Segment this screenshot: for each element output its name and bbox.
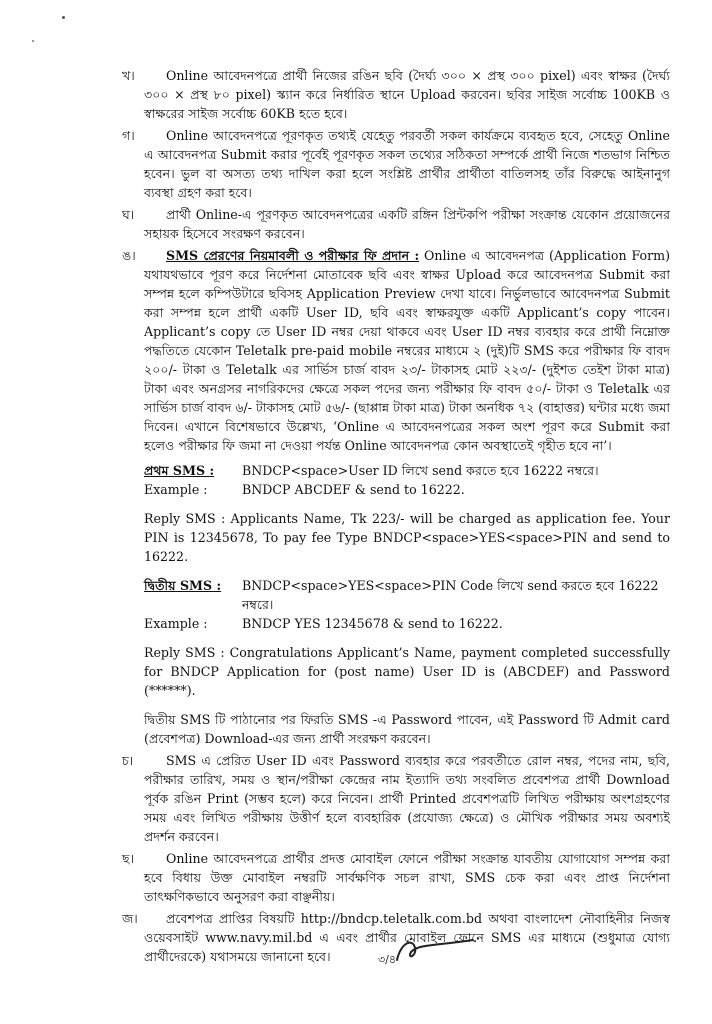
scan-speck xyxy=(32,40,34,42)
first-reply-sms: Reply SMS : Applicants Name, Tk 223/- will be charged as application fee. Your PIN is 12345678, To pay fee Type BNDCP<space>YES<space>PIN and send to 16222. xyxy=(144,511,670,564)
first-sms-label: প্রথম SMS : xyxy=(144,463,215,478)
second-sms-label: দ্বিতীয় SMS : xyxy=(144,578,222,593)
second-example-row xyxy=(144,614,670,633)
paragraph-text: প্রার্থী Online-এ পূরণকৃত আবেদনপত্রের একটি রঙ্গিন প্রিন্টকপি পরীক্ষা সংক্রান্ত যেকোন প্রয়োজনের সহায়ক হিসেবে সংরক্ষণ করবেন। xyxy=(144,207,670,241)
paragraph-number: ঘ। xyxy=(122,207,135,222)
sms-rules-title: SMS প্রেরণের নিয়মাবলী ও পরীক্ষার ফি প্রদান : xyxy=(166,248,420,263)
example-text: BNDCP ABCDEF & send to 16222. xyxy=(242,482,465,497)
paragraph-gha xyxy=(122,205,670,243)
paragraph-uma xyxy=(122,246,670,455)
signature-icon xyxy=(393,930,477,970)
scan-speck xyxy=(62,16,65,19)
paragraph-number: জ। xyxy=(122,911,138,926)
second-sms-row xyxy=(144,576,670,614)
example-label: Example : xyxy=(144,616,208,631)
second-sms-text: BNDCP<space>YES<space>PIN Code লিখে send করতে হবে 16222 নম্বরে। xyxy=(242,578,659,612)
first-sms-row xyxy=(144,461,670,480)
paragraph-text: Online আবেদনপত্রে পূরণকৃত তথ্যই যেহেতু পরবর্তী সকল কার্যক্রমে ব্যবহৃত হবে, সেহেতু Online এ আবেদনপত্র Submit করার পূর্বেই পূরণকৃত সকল তথ্যের সঠিকতা সম্পর্কে প্রার্থী নিজে শতভাগ নিশ্চিত হবেন। ভুল বা অসত্য তথ্য দাখিল করা হলে সংশ্লিষ্ট প্রার্থীর প্রার্থীতা বাতিলসহ তাঁর বিরুদ্ধে আইনানুগ ব্যবস্থা গ্রহণ করা হবে। xyxy=(144,128,670,200)
paragraph-number: খ। xyxy=(122,68,135,83)
paragraph-kha xyxy=(122,66,670,123)
paragraph-cha xyxy=(122,751,670,846)
paragraph-text: Online আবেদনপত্রে প্রার্থীর প্রদত্ত মোবাইল ফোনে পরীক্ষা সংক্রান্ত যাবতীয় যোগাযোগ সম্পন্ন করা হবে বিধায় উক্ত মোবাইল নম্বরটি সার্বক্ষণিক সচল রাখা, SMS চেক করা এবং প্রাপ্ত নির্দেশনা তাৎক্ষণিকভাবে অনুসরণ করা বাঞ্ছনীয়। xyxy=(144,851,670,904)
paragraph-number: চ। xyxy=(122,753,134,768)
first-sms-text: BNDCP<space>User ID লিখে send করতে হবে 16222 নম্বরে। xyxy=(242,463,599,478)
paragraph-text: Online আবেদনপত্রে প্রার্থী নিজের রঙিন ছবি (দৈর্ঘ্য ৩০০ × প্রস্থ ৩০০ pixel) এবং স্বাক্ষর (দৈর্ঘ্য ৩০০ × প্রস্থ ৮০ pixel) স্ক্যান করে নির্ধারিত স্থানে Upload করবেন। ছবির সাইজ সর্বোচ্চ 100KB ও স্বাক্ষরের সাইজ সর্বোচ্চ 60KB হতে হবে। xyxy=(144,68,670,121)
paragraph-chha xyxy=(122,849,670,906)
document-body xyxy=(122,66,670,969)
paragraph-text: প্রবেশপত্র প্রাপ্তির বিষয়টি http://bndcp.teletalk.com.bd অথবা বাংলাদেশ নৌবাহিনীর নিজস্ব ওয়েবসাইট www.navy.mil.bd এ এবং প্রার্থীর মোবাইল ফোনে SMS এর মাধ্যমে (শুধুমাত্র যোগ্য প্রার্থীদেরকে) যথাসময়ে জানানো হবে। xyxy=(144,911,670,964)
paragraph-text: SMS এ প্রেরিত User ID এবং Password ব্যবহার করে পরবর্তীতে রোল নম্বর, পদের নাম, ছবি, পরীক্ষার তারিখ, সময় ও স্থান/পরীক্ষা কেন্দ্রের নাম ইত্যাদি তথ্য সংবলিত প্রবেশপত্র প্রার্থী Download পূর্বক রঙিন Print (সম্ভব হলে) করে নিবেন। প্রার্থী Printed প্রবেশপত্রটি লিখিত পরীক্ষায় অংশগ্রহণের সময় এবং লিখিত পরীক্ষায় উত্তীর্ণ হলে ব্যবহারিক (প্রযোজ্য ক্ষেত্রে) ও মৌখিক পরীক্ষার সময় অবশ্যই প্রদর্শন করবেন। xyxy=(144,753,670,844)
paragraph-ga xyxy=(122,126,670,202)
paragraph-number: ঙ। xyxy=(122,248,136,263)
example-text: BNDCP YES 12345678 & send to 16222. xyxy=(242,616,503,631)
second-reply-sms: Reply SMS : Congratulations Applicant’s Name, payment completed successfully for BNDCP Application for (post name) User ID is (ABCDEF) and Password (******). xyxy=(144,645,670,698)
paragraph-number: গ। xyxy=(122,128,135,143)
page-number: ৩/৪ xyxy=(378,953,396,966)
paragraph-text: Online এ আবেদনপত্র (Application Form) যথাযথভাবে পূরণ করে নির্দেশনা মোতাবেক ছবি এবং স্বাক্ষর Upload করে আবেদনপত্র Submit করা সম্পন্ন হলে কম্পিউটারে ছবিসহ Application Preview দেখা যাবে। নির্ভুলভাবে আবেদনপত্র Submit করা সম্পন্ন হলে প্রার্থী একটি User ID, ছবি এবং স্বাক্ষরযুক্ত একটি Applicant’s copy পাবেন। Applicant’s copy তে User ID নম্বর দেয়া থাকবে এবং User ID নম্বর ব্যবহার করে প্রার্থী নিম্নোক্ত পদ্ধতিতে যেকোন Teletalk pre-paid mobile নম্বরের মাধ্যমে ২ (দুই)টি SMS করে পরীক্ষার ফি বাবদ ২০০/- টাকা ও Teletalk এর সার্ভিস চার্জ বাবদ ২৩/- টাকাসহ মোট ২২৩/- (দুইশত তেইশ টাকা মাত্র) টাকা এবং অনগ্রসর নাগরিকদের ক্ষেত্রে সকল পদের জন্য পরীক্ষার ফি বাবদ ৫০/- টাকা ও Teletalk এর সার্ভিস চার্জ বাবদ ৬/- টাকাসহ মোট ৫৬/- (ছাপ্পান্ন টাকা মাত্র) টাকা অনধিক ৭২ (বাহাত্তর) ঘন্টার মধ্যে জমা দিবেন। এখানে বিশেষভাবে উল্লেখ্য, ‘Online এ আবেদনপত্রের সকল অংশ পূরণ করে Submit করা হলেও পরীক্ষার ফি জমা না দেওয়া পর্যন্ত Online আবেদনপত্র কোন অবস্থাতেই গৃহীত হবে না’। xyxy=(144,248,670,453)
paragraph-number: ছ। xyxy=(122,851,135,866)
after-sms-note: দ্বিতীয় SMS টি পাঠানোর পর ফিরতি SMS -এ Password পাবেন, এই Password টি Admit card (প্রবেশপত্র) Download-এর জন্য প্রার্থী সংরক্ষণ করবেন। xyxy=(144,712,670,746)
first-example-row xyxy=(144,480,670,499)
example-label: Example : xyxy=(144,482,208,497)
